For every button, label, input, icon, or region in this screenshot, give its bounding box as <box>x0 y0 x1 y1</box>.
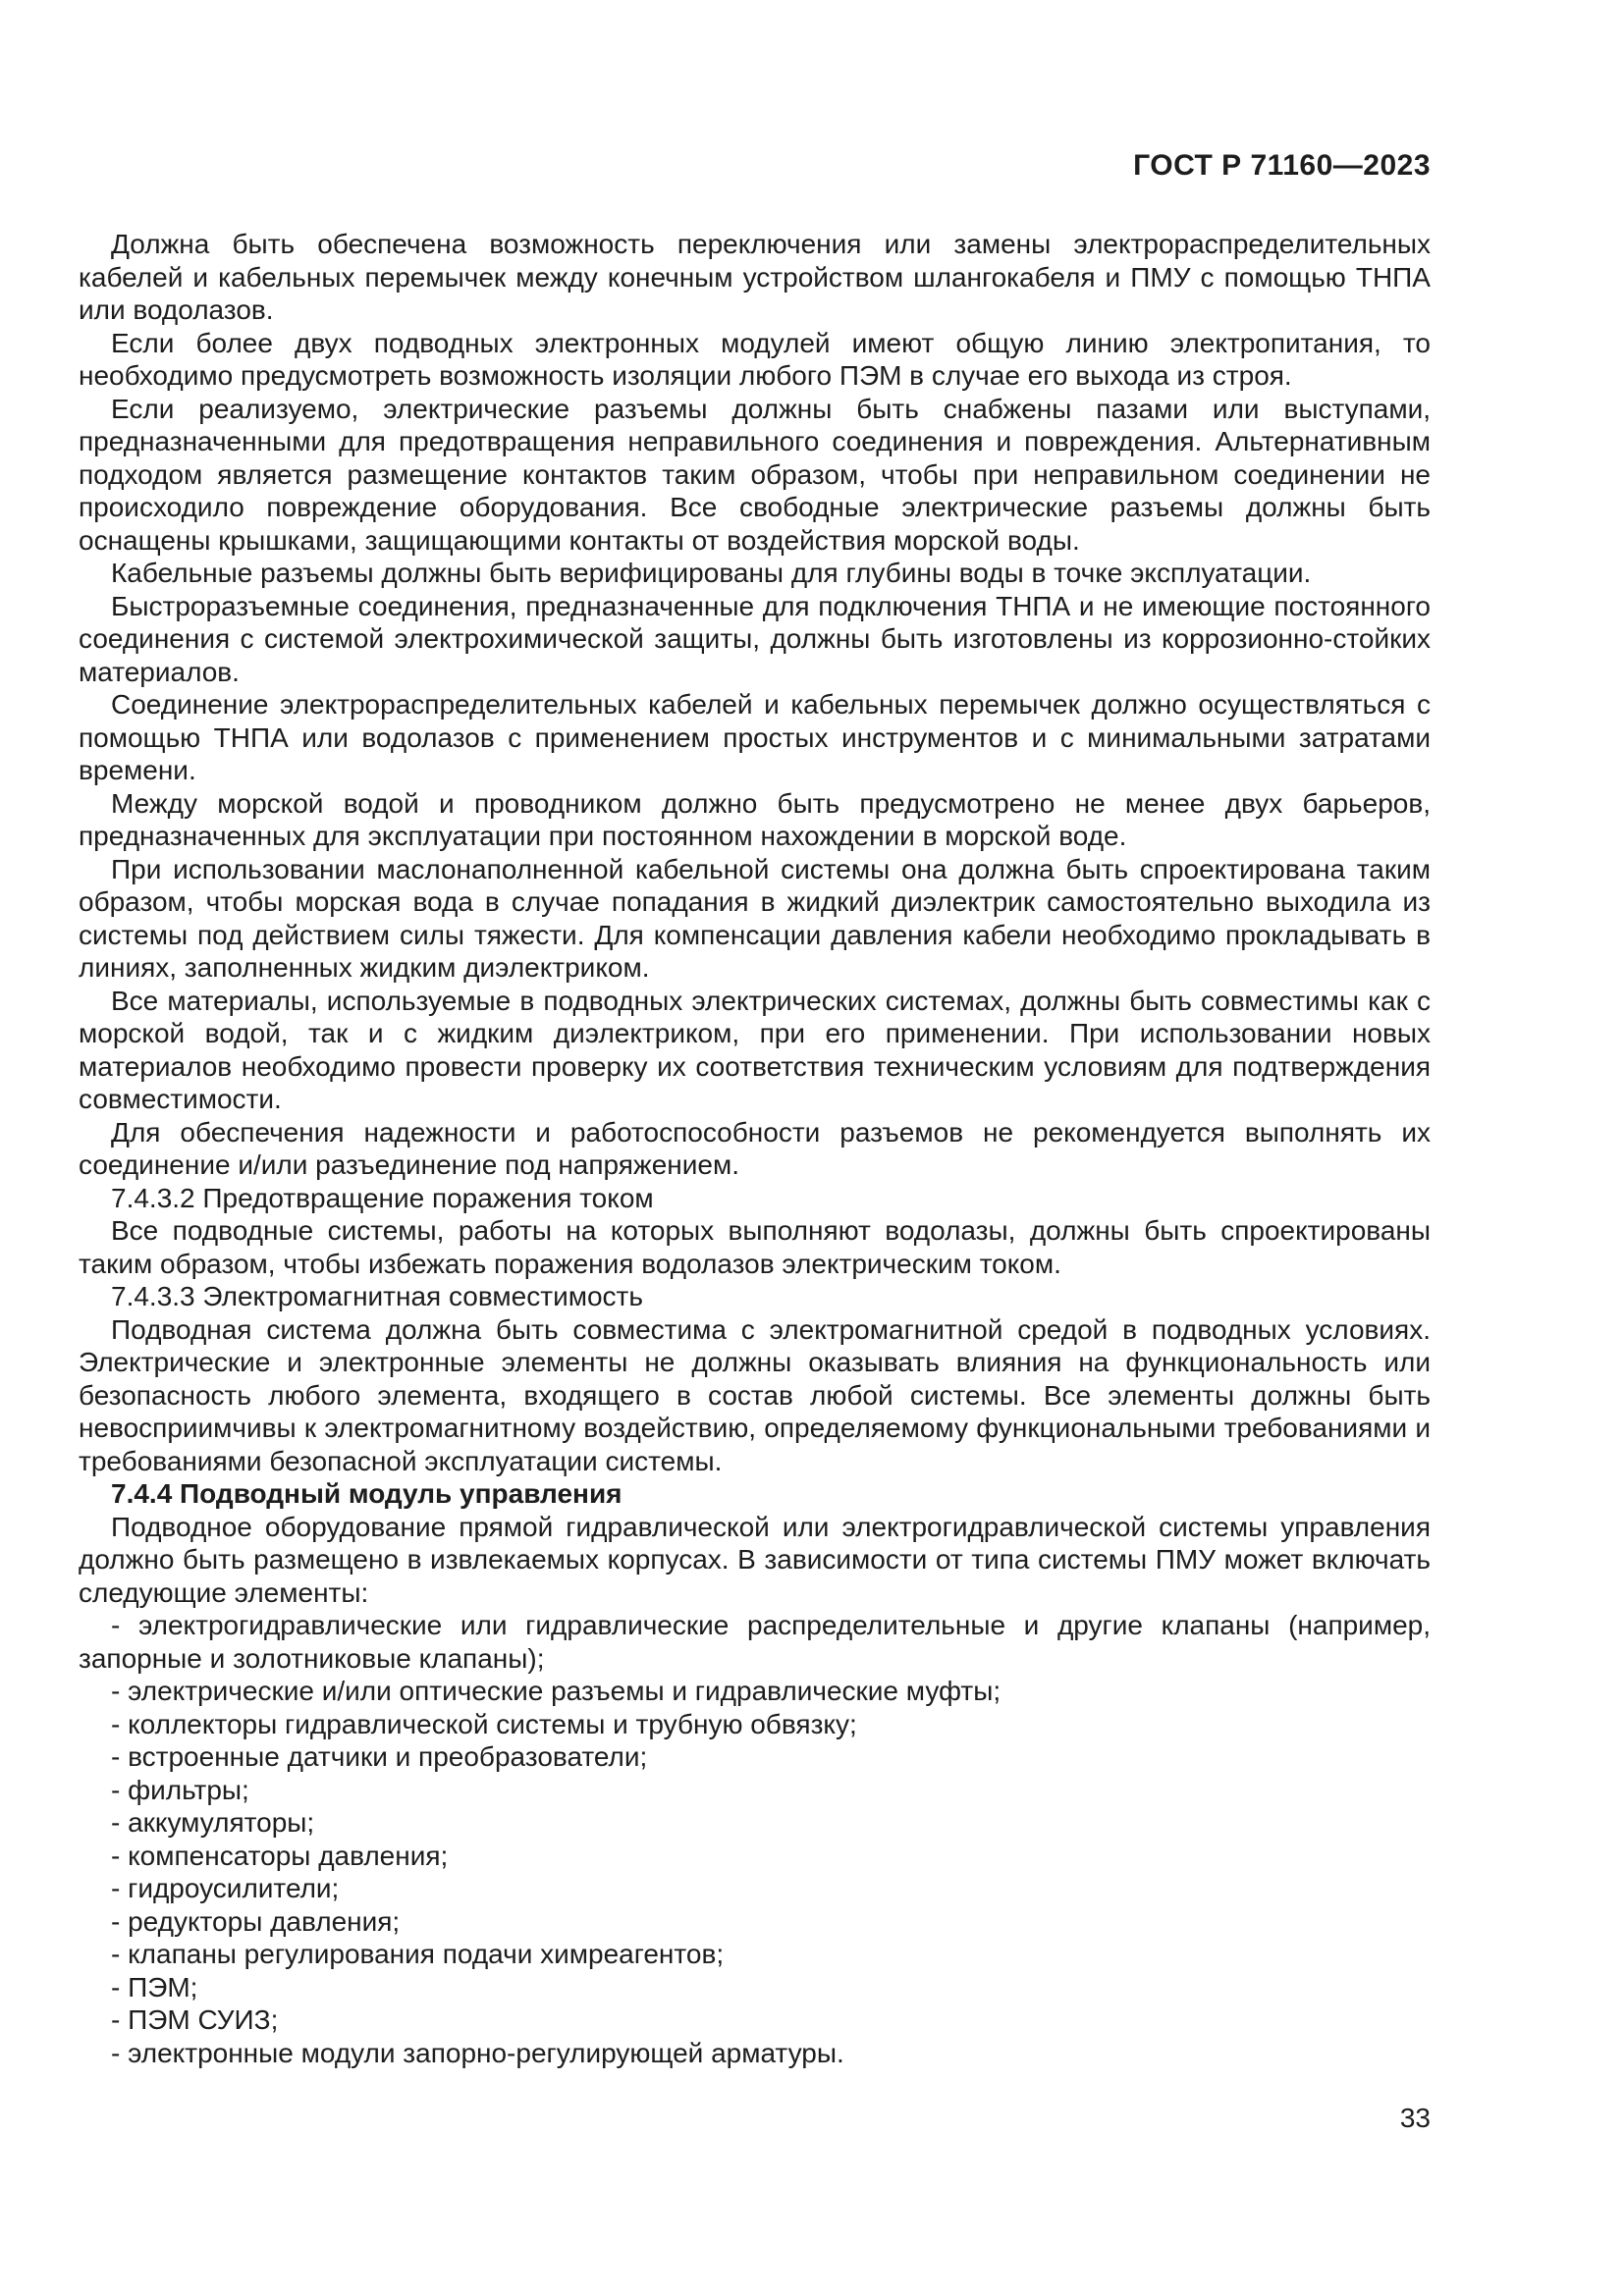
list-item: - ПЭМ СУИЗ; <box>111 2004 279 2035</box>
paragraph: Между морской водой и проводником должно быть предусмотрено не менее двух барьеров, предназначенных для эксплуатации при постоянном нахождении в морской воде. <box>79 787 1431 851</box>
list-item: - клапаны регулирования подачи химреагентов; <box>111 1939 725 1969</box>
paragraph: Все материалы, используемые в подводных электрических системах, должны быть совместимы как с морской водой, так и с жидким диэлектриком, при его применении. При использовании новых материалов необходимо провести проверку их соответствия техническим условиям для подтверждения совместимости. <box>79 985 1431 1114</box>
standard-number: ГОСТ Р 71160—2023 <box>1133 149 1431 182</box>
list-item: - электронные модули запорно-регулирующей арматуры. <box>111 2037 844 2068</box>
list-item: - электрогидравлические или гидравлические распределительные и другие клапаны (например, запорные и золотниковые клапаны); <box>79 1610 1431 1674</box>
list-item: - встроенные датчики и преобразователи; <box>111 1741 648 1772</box>
page-number: 33 <box>1399 2103 1431 2133</box>
paragraph: Соединение электрораспределительных кабелей и кабельных перемычек должно осуществляться с помощью ТНПА или водолазов с применением простых инструментов и с минимальными затратами времени. <box>79 689 1431 785</box>
list-item: - аккумуляторы; <box>111 1807 315 1838</box>
list-item: - коллекторы гидравлической системы и трубную обвязку; <box>111 1708 857 1739</box>
clause-heading: 7.4.3.3 Электромагнитная совместимость <box>111 1281 643 1311</box>
paragraph: При использовании маслонаполненной кабельной системы она должна быть спроектирована таким образом, чтобы морская вода в случае попадания в жидкий диэлектрик самостоятельно выходила из системы под действием силы тяжести. Для компенсации давления кабели необходимо прокладывать в линиях, заполненных жидким диэлектриком. <box>79 853 1431 983</box>
document-header <box>79 149 1431 183</box>
list-item: - электрические и/или оптические разъемы и гидравлические муфты; <box>111 1676 1001 1706</box>
document-footer <box>79 2102 1431 2135</box>
paragraph: Кабельные разъемы должны быть верифицированы для глубины воды в точке эксплуатации. <box>111 558 1312 588</box>
paragraph: Для обеспечения надежности и работоспособности разъемов не рекомендуется выполнять их соединение и/или разъединение под напряжением. <box>79 1116 1431 1180</box>
list-item: - гидроусилители; <box>111 1873 340 1903</box>
list-item: - фильтры; <box>111 1774 249 1805</box>
paragraph: Должна быть обеспечена возможность переключения или замены электрораспределительных кабелей и кабельных перемычек между конечным устройством шлангокабеля и ПМУ с помощью ТНПА или водолазов. <box>79 229 1431 325</box>
list-item: - ПЭМ; <box>111 1971 198 2002</box>
paragraph: Все подводные системы, работы на которых выполняют водолазы, должны быть спроектированы таким образом, чтобы избежать поражения водолазов электрическим током. <box>79 1215 1431 1279</box>
paragraph: Если реализуемо, электрические разъемы должны быть снабжены пазами или выступами, предназначенными для предотвращения неправильного соединения и повреждения. Альтернативным подходом является размещение контактов таким образом, чтобы при неправильном соединении не происходило повреждение оборудования. Все свободные электрические разъемы должны быть оснащены крышками, защищающими контакты от воздействия морской воды. <box>79 393 1431 556</box>
list-item: - редукторы давления; <box>111 1905 401 1937</box>
paragraph: Быстроразъемные соединения, предназначенные для подключения ТНПА и не имеющие постоянного соединения с системой электрохимической защиты, должны быть изготовлены из коррозионно-стойких материалов. <box>79 590 1431 687</box>
clause-heading: 7.4.3.2 Предотвращение поражения током <box>111 1182 654 1213</box>
section-heading: 7.4.4 Подводный модуль управления <box>111 1478 623 1509</box>
document-body <box>79 228 1431 2069</box>
list-item: - компенсаторы давления; <box>111 1840 449 1871</box>
paragraph: Если более двух подводных электронных модулей имеют общую линию электропитания, то необходимо предусмотреть возможность изоляции любого ПЭМ в случае его выхода из строя. <box>79 327 1431 391</box>
paragraph: Подводная система должна быть совместима с электромагнитной средой в подводных условиях. Электрические и электронные элементы не должны оказывать влияния на функциональность или безопасность любого элемента, входящего в состав любой системы. Все элементы должны быть невосприимчивы к электромагнитному воздействию, определяемому функциональными требованиями и требованиями безопасной эксплуатации системы. <box>79 1313 1431 1476</box>
paragraph: Подводное оборудование прямой гидравлической или электрогидравлической системы управления должно быть размещено в извлекаемых корпусах. В зависимости от типа системы ПМУ может включать следующие элементы: <box>79 1511 1431 1608</box>
